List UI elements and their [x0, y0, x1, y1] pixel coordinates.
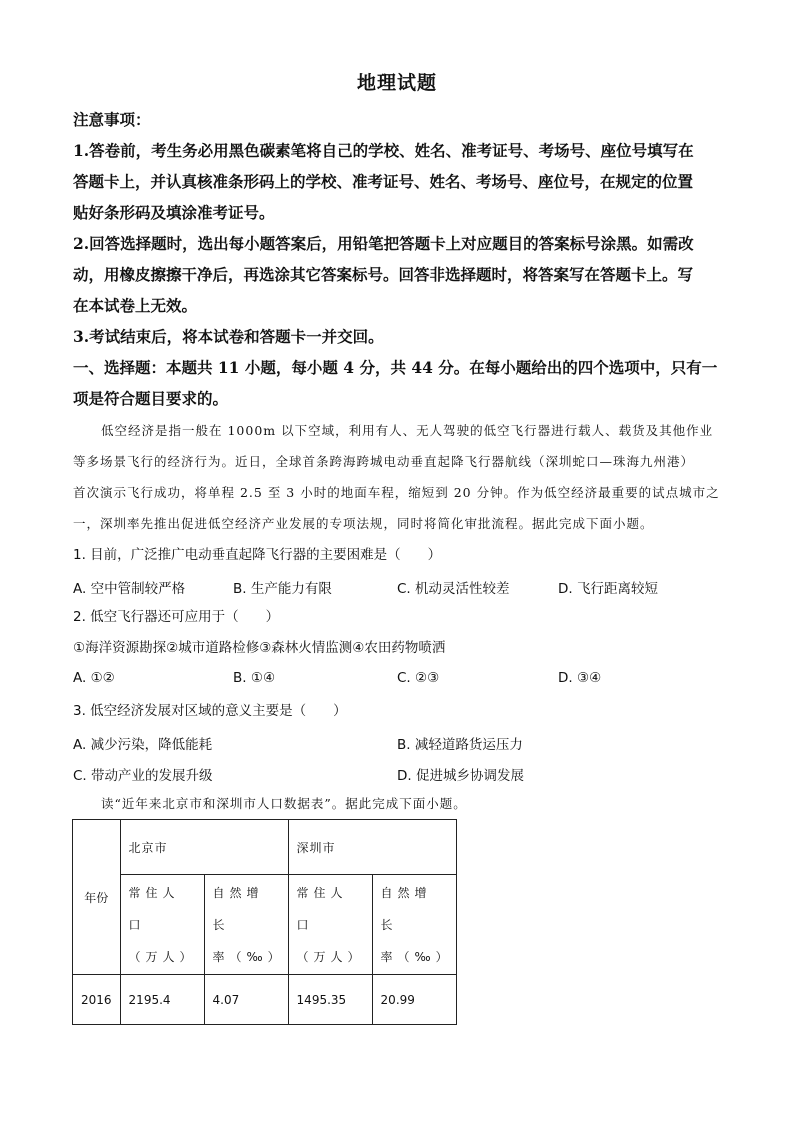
- notice-line: 答题卡上，并认真核准条形码上的学校、准考证号、姓名、考场号、座位号，在规定的位置: [73, 172, 694, 191]
- question-1-option-b: B. 生产能力有限: [233, 581, 332, 597]
- notice-block: [73, 104, 723, 414]
- question-2-option-c: C. ②③: [397, 670, 440, 686]
- notice-heading: 注意事项：: [73, 110, 151, 129]
- table-header-shenzhen: 深圳市: [288, 820, 456, 875]
- question-1-option-a: A. 空中管制较严格: [73, 581, 186, 597]
- question-3-option-a: A. 减少污染，降低能耗: [73, 737, 213, 753]
- passage-line: 一，深圳率先推出促进低空经济产业发展的专项法规，同时将简化审批流程。据此完成下面小题。: [73, 516, 654, 531]
- table-cell-year: 2016: [73, 975, 121, 1025]
- table-subheader: 常住人口 （万人）: [288, 875, 372, 975]
- question-2-option-a: A. ①②: [73, 670, 115, 686]
- passage-line: 等多场景飞行的经济行为。近日，全球首条跨海跨城电动垂直起降飞行器航线（深圳蛇口—珠海九州港）: [73, 454, 695, 469]
- page-title: 地理试题: [356, 72, 437, 94]
- question-2-items: ①海洋资源勘探②城市道路检修③森林火情监测④农田药物喷洒: [73, 640, 446, 656]
- question-3-stem: 3. 低空经济发展对区域的意义主要是（ ）: [73, 703, 347, 719]
- question-3-option-c: C. 带动产业的发展升级: [73, 768, 213, 784]
- table-subheader: 自然增长 率（‰）: [372, 875, 456, 975]
- passage-population-table-intro: 读“近年来北京市和深圳市人口数据表”。据此完成下面小题。: [101, 796, 467, 811]
- notice-line: 在本试卷上无效。: [73, 296, 198, 315]
- table-header-year: 年份: [73, 820, 121, 975]
- question-1-option-d: D. 飞行距离较短: [558, 581, 658, 597]
- question-2-option-d: D. ③④: [558, 670, 602, 686]
- passage-line: 低空经济是指一般在 1000m 以下空域，利用有人、无人驾驶的低空飞行器进行载人、载货及其他作业: [101, 423, 714, 438]
- table-cell: 2195.4: [120, 975, 204, 1025]
- notice-line: 2.回答选择题时，选出每小题答案后，用铅笔把答题卡上对应题目的答案标号涂黑。如需改: [73, 234, 694, 253]
- passage-low-altitude-economy: [73, 415, 723, 539]
- section-heading: 一、选择题：本题共 11 小题，每小题 4 分，共 44 分。在每小题给出的四个选项中，只有一: [73, 358, 718, 377]
- population-table: [72, 819, 457, 1025]
- question-1-option-c: C. 机动灵活性较差: [397, 581, 510, 597]
- table-subheader: 自然增长 率（‰）: [204, 875, 288, 975]
- table-cell: 1495.35: [288, 975, 372, 1025]
- question-3-option-d: D. 促进城乡协调发展: [397, 768, 524, 784]
- notice-line: 贴好条形码及填涂准考证号。: [73, 203, 275, 222]
- table-header-beijing: 北京市: [120, 820, 288, 875]
- table-cell: 20.99: [372, 975, 456, 1025]
- notice-line: 1.答卷前，考生务必用黑色碳素笔将自己的学校、姓名、准考证号、考场号、座位号填写在: [73, 141, 694, 160]
- table-row: [73, 975, 457, 1025]
- notice-line: 动，用橡皮擦擦干净后，再选涂其它答案标号。回答非选择题时，将答案写在答题卡上。写: [73, 265, 694, 284]
- question-2-option-b: B. ①④: [233, 670, 276, 686]
- question-1-stem: 1. 目前，广泛推广电动垂直起降飞行器的主要困难是（ ）: [73, 547, 442, 563]
- passage-line: 首次演示飞行成功，将单程 2.5 至 3 小时的地面车程，缩短到 20 分钟。作为低空经济最重要的试点城市之: [73, 485, 720, 500]
- table-subheader: 常住人口 （万人）: [120, 875, 204, 975]
- table-cell: 4.07: [204, 975, 288, 1025]
- notice-line: 3.考试结束后，将本试卷和答题卡一并交回。: [73, 327, 384, 346]
- question-3-option-b: B. 减轻道路货运压力: [397, 737, 523, 753]
- section-heading: 项是符合题目要求的。: [73, 389, 229, 408]
- question-2-stem: 2. 低空飞行器还可应用于（ ）: [73, 609, 280, 625]
